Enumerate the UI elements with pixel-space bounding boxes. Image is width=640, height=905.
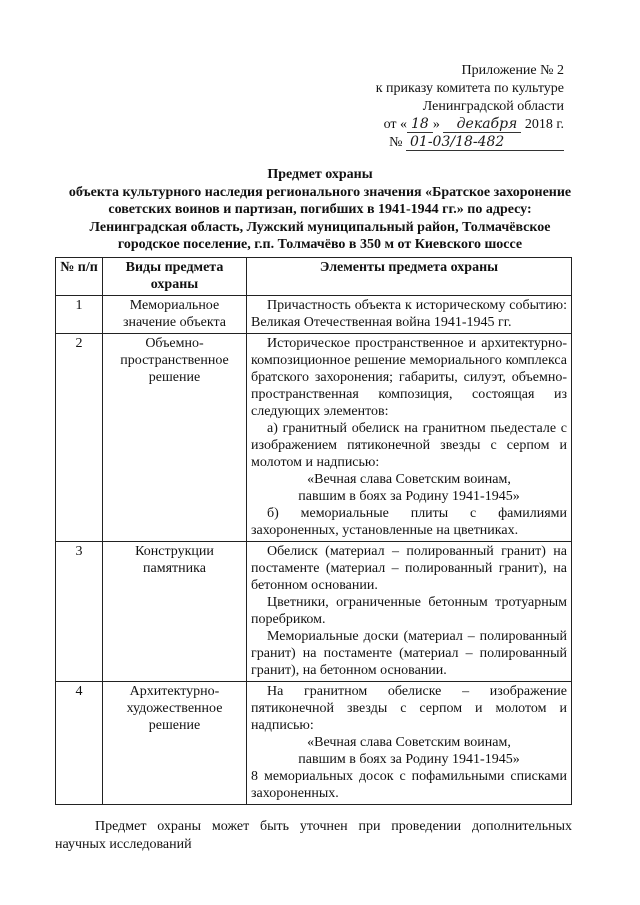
row-elements: [247, 296, 572, 334]
inscription-line: «Вечная слава Советским воинам,: [307, 735, 511, 750]
row-number: 3: [56, 542, 103, 682]
element-paragraph: Цветники, ограниченные бетонным тротуарным поребриком.: [251, 595, 567, 627]
element-paragraph: На гранитном обелиске – изображение пятиконечной звезды с серпом и молотом и надписью:: [251, 684, 567, 733]
handwritten-number: 01-03/18-482: [406, 134, 564, 151]
table-row: [56, 296, 572, 334]
footnote: Предмет охраны может быть уточнен при проведении дополнительных научных исследований: [55, 819, 572, 852]
element-paragraph: Обелиск (материал – полированный гранит) на постаменте (материал – полированный гранит), на бетонном основании.: [251, 544, 567, 593]
row-kind: Архитектурно-художественное решение: [103, 682, 247, 805]
table-row: [56, 542, 572, 682]
element-paragraph: Мемориальные доски (материал – полированный гранит) на постаменте (материал – полированный гранит), на бетонном основании.: [251, 629, 567, 678]
row-elements: [247, 334, 572, 542]
header-number: № п/п: [56, 258, 103, 296]
title-line-4: Ленинградская область, Лужский муниципальный район, Толмачёвское: [89, 219, 551, 235]
row-number: 1: [56, 296, 103, 334]
handwritten-day: 18: [407, 116, 433, 133]
inscription-line: «Вечная слава Советским воинам,: [307, 472, 511, 487]
row-kind: Объемно-пространственное решение: [103, 334, 247, 542]
inscription-line: павшим в боях за Родину 1941-1945»: [298, 752, 520, 767]
appendix-date: от « 18 » декабря 2018 г.: [383, 116, 564, 132]
row-elements: [247, 682, 572, 805]
element-paragraph: 8 мемориальных досок с пофамильными списками захороненных.: [251, 769, 567, 801]
header-kind: Виды предмета охраны: [103, 258, 247, 296]
row-number: 2: [56, 334, 103, 542]
protection-table: [55, 257, 572, 805]
appendix-block: [284, 62, 564, 152]
appendix-title: Приложение № 2: [461, 63, 564, 78]
appendix-order-ref: к приказу комитета по культуре: [375, 81, 564, 96]
table-row: [56, 334, 572, 542]
row-elements: [247, 542, 572, 682]
row-kind: Конструкции памятника: [103, 542, 247, 682]
document-title: [52, 166, 588, 254]
element-paragraph: а) гранитный обелиск на гранитном пьедестале с изображением пятиконечной звезды с серпом и молотом и надписью:: [251, 421, 567, 470]
title-line-1: Предмет охраны: [267, 167, 373, 182]
title-line-5: городское поселение, г.п. Толмачёво в 350 м от Киевского шоссе: [117, 237, 523, 252]
title-line-3: советских воинов и партизан, погибших в 1941-1944 гг.» по адресу:: [108, 202, 532, 217]
element-paragraph: б) мемориальные плиты с фамилиями захороненных, установленные на цветниках.: [251, 506, 567, 538]
title-line-2: объекта культурного наследия регионального значения «Братское захоронение: [68, 184, 572, 200]
element-paragraph: Причастность объекта к историческому событию: Великая Отечественная война 1941-1945 гг.: [251, 298, 567, 330]
handwritten-month: декабря: [443, 116, 521, 133]
row-number: 4: [56, 682, 103, 805]
table-header-row: [56, 258, 572, 296]
header-elements: Элементы предмета охраны: [247, 258, 572, 296]
table-row: [56, 682, 572, 805]
appendix-number: № 01-03/18-482: [284, 134, 564, 152]
appendix-region: Ленинградской области: [422, 99, 564, 114]
inscription-line: павшим в боях за Родину 1941-1945»: [298, 489, 520, 504]
element-paragraph: Историческое пространственное и архитектурно-композиционное решение мемориального комплекса братского захоронения; габариты, силуэт, объемно-пространственная композиция, состоящая из следующих элементов:: [251, 336, 567, 419]
row-kind: Мемориальное значение объекта: [103, 296, 247, 334]
